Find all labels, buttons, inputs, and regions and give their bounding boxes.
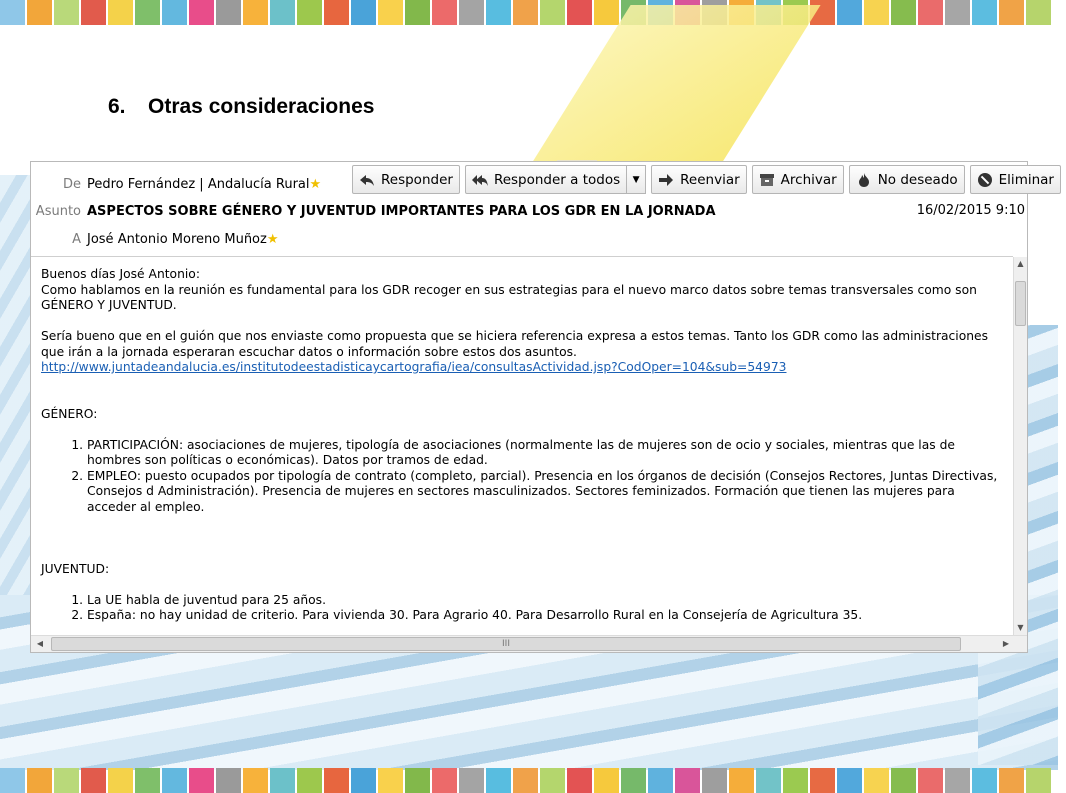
star-icon[interactable]: ★ [266,232,279,247]
list-item: 1. La UE habla de juventud para 25 años. [87,593,1001,609]
stripe-segment [432,768,457,793]
bottom-color-stripe [0,768,1058,793]
stripe-segment [864,0,889,25]
stripe-segment [351,768,376,793]
email-window [30,161,1054,653]
juventud-list [41,593,1001,624]
no-entry-icon [977,172,993,188]
email-header [31,162,1054,256]
stripe-segment [378,768,403,793]
stripe-segment [270,0,295,25]
vertical-scroll-thumb[interactable] [1015,281,1026,326]
stripe-segment [432,0,457,25]
stripe-segment [27,768,52,793]
stripe-segment [405,768,430,793]
genero-heading: GÉNERO: [41,406,98,421]
stripe-segment [675,768,700,793]
slide-title-text: Otras consideraciones [148,95,375,118]
scroll-up-arrow-icon[interactable]: ▲ [1017,259,1024,268]
stripe-segment [27,0,52,25]
reply-all-split-button [465,165,646,194]
subject-row [31,204,716,219]
delete-label: Eliminar [998,171,1054,188]
stripe-segment [459,768,484,793]
junk-button[interactable] [849,165,965,194]
archive-button[interactable] [752,165,844,194]
stripe-segment [54,768,79,793]
stripe-segment [702,768,727,793]
stripe-segment [324,0,349,25]
email-date: 16/02/2015 9:10 [916,203,1025,218]
stripe-segment [0,768,25,793]
greeting-text: Buenos días José Antonio: [41,267,200,281]
from-row [31,177,321,192]
stripe-segment [540,768,565,793]
stripe-segment [189,768,214,793]
stripe-segment [162,0,187,25]
stripe-segment [837,768,862,793]
stripe-segment [135,768,160,793]
stripe-segment [297,768,322,793]
stripe-segment [567,768,592,793]
slide-title-number: 6. [108,95,126,118]
scroll-grip: III [502,639,510,649]
email-body [31,256,1013,636]
vertical-scrollbar[interactable] [1013,257,1027,635]
horizontal-scroll-thumb[interactable] [51,637,961,651]
stripe-segment [216,0,241,25]
stripe-segment [1026,768,1051,793]
reply-icon [359,172,375,188]
top-color-stripe [0,0,1058,25]
stripe-segment [135,0,160,25]
reply-all-label: Responder a todos [493,171,621,188]
statistics-link[interactable]: http://www.juntadeandalucia.es/institutodeestadisticaycartografia/iea/consultasActividad.jsp?CodOper=104&sub=54973 [41,360,787,374]
stripe-segment [54,0,79,25]
reply-all-button[interactable] [465,165,627,194]
paragraph-1: Como hablamos en la reunión es fundamental para los GDR recoger en sus estrategias para el nuevo marco datos sobre temas transversales como son [41,282,977,297]
paragraph-1-cont: GÉNERO Y JUVENTUD. [41,298,177,312]
stripe-segment [918,0,943,25]
flame-icon [856,172,872,188]
stripe-segment [945,0,970,25]
stripe-segment [486,0,511,25]
scroll-down-arrow-icon[interactable]: ▼ [1017,623,1024,632]
stripe-segment [189,0,214,25]
scroll-left-arrow-icon[interactable]: ◀ [36,639,44,648]
stripe-segment [216,768,241,793]
reply-label: Responder [381,171,453,188]
stripe-segment [513,0,538,25]
stripe-segment [459,0,484,25]
horizontal-scrollbar[interactable] [31,635,1027,652]
paragraph-2-cont: que irán a la jornada esperaran escuchar datos o información sobre estos dos asuntos. [41,344,577,359]
forward-button[interactable] [651,165,747,194]
archive-icon [759,172,775,188]
stripe-segment [297,0,322,25]
delete-button[interactable] [970,165,1061,194]
stripe-segment [378,0,403,25]
slide-title [108,95,374,119]
stripe-segment [567,0,592,25]
stripe-segment [648,768,673,793]
reply-button[interactable] [352,165,460,194]
stripe-segment [918,768,943,793]
stripe-segment [108,0,133,25]
archive-label: Archivar [780,171,837,188]
juventud-heading: JUVENTUD: [41,561,110,576]
stripe-segment [324,768,349,793]
to-row [31,232,279,247]
stripe-segment [621,768,646,793]
stripe-segment [999,0,1024,25]
stripe-segment [243,0,268,25]
email-body-content [41,267,1001,624]
stripe-segment [729,768,754,793]
chevron-down-icon: ▼ [632,174,640,185]
stripe-segment [810,768,835,793]
stripe-segment [540,0,565,25]
stripe-segment [891,768,916,793]
star-icon[interactable]: ★ [309,177,322,192]
junk-label: No deseado [877,171,958,188]
stripe-segment [783,768,808,793]
stripe-segment [594,0,619,25]
subject-value: ASPECTOS SOBRE GÉNERO Y JUVENTUD IMPORTANTES PARA LOS GDR EN LA JORNADA [87,204,716,219]
stripe-segment [351,0,376,25]
stripe-segment [243,768,268,793]
from-label: De [62,177,81,192]
list-item: 2. EMPLEO: puesto ocupados por tipología de contrato (completo, parcial). Presencia en los órganos de decisión (Consejos Rectores, Juntas Directivas, Consejos d Administración). Presencia de mujeres en sectores masculinizados. Sectores feminizados. Formación que tienen las mujeres para acceder al empleo. [87,469,1001,516]
to-label: A [72,232,81,247]
to-value[interactable]: José Antonio Moreno Muñoz [87,232,267,247]
stripe-segment [1026,0,1051,25]
stripe-segment [108,768,133,793]
stripe-segment [81,768,106,793]
paragraph-2: Sería bueno que en el guión que nos enviaste como propuesta que se hiciera referencia expresa a estos temas. Tanto los GDR como las administraciones [41,329,989,343]
reply-all-dropdown-button[interactable] [627,165,646,194]
stripe-segment [756,768,781,793]
stripe-segment [891,0,916,25]
stripe-segment [864,768,889,793]
email-toolbar [352,165,1066,194]
stripe-segment [972,0,997,25]
list-item: 2. España: no hay unidad de criterio. Para vivienda 30. Para Agrario 40. Para Desarrollo Rural en la Consejería de Agricultura 35. [87,608,1001,624]
scroll-right-arrow-icon[interactable]: ▶ [1002,639,1010,648]
stripe-segment [513,768,538,793]
forward-label: Reenviar [680,171,740,188]
forward-icon [658,172,674,188]
stripe-segment [162,768,187,793]
stripe-segment [270,768,295,793]
stripe-segment [594,768,619,793]
stripe-segment [972,768,997,793]
reply-all-icon [472,172,488,188]
from-value[interactable]: Pedro Fernández | Andalucía Rural [87,177,310,192]
stripe-segment [999,768,1024,793]
stripe-segment [486,768,511,793]
stripe-segment [81,0,106,25]
stripe-segment [0,0,25,25]
subject-label: Asunto [35,204,81,219]
stripe-segment [837,0,862,25]
list-item: 1. PARTICIPACIÓN: asociaciones de mujeres, tipología de asociaciones (normalmente las de mujeres son de ocio y sociales, mientras que las de hombres son políticas o económicas). Datos por tramos de edad. [87,438,1001,469]
stripe-segment [405,0,430,25]
genero-list [41,438,1001,516]
stripe-segment [945,768,970,793]
